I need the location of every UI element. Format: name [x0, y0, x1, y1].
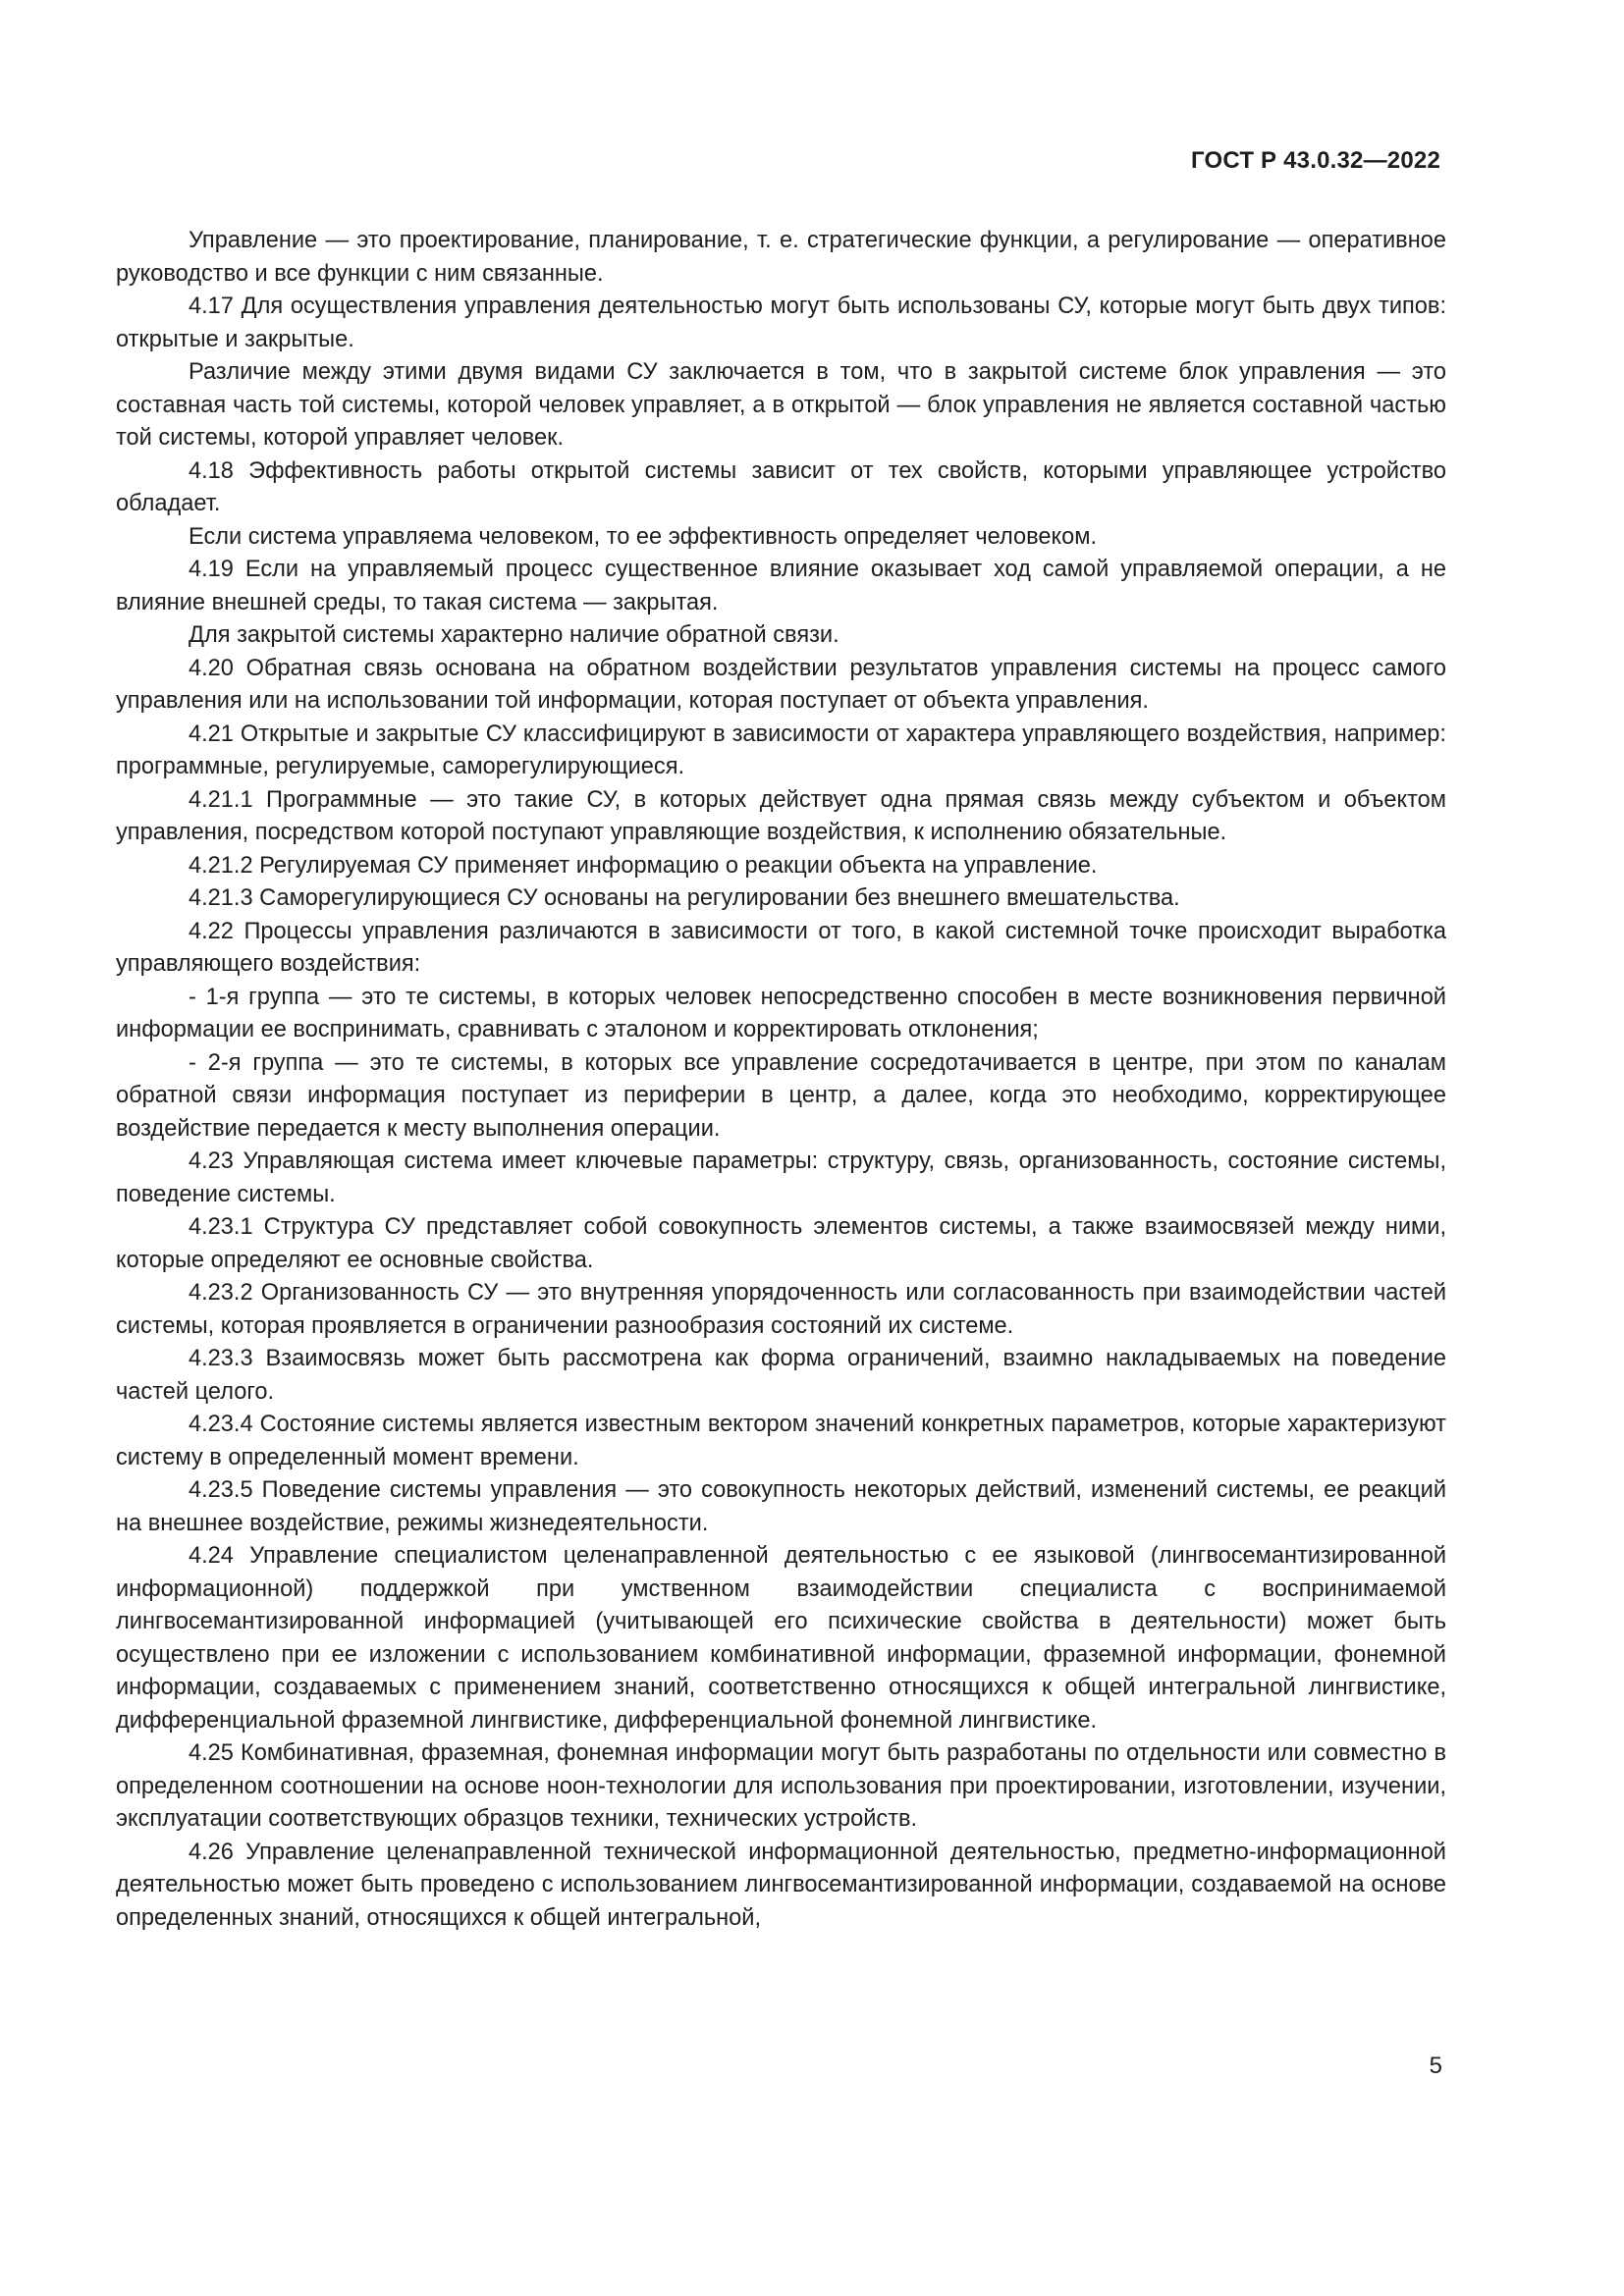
paragraph: 4.19 Если на управляемый процесс существенное влияние оказывает ход самой управляемой операции, а не влияние внешней среды, то такая система — закрытая. — [116, 557, 1446, 615]
paragraph: 4.21.1 Программные — это такие СУ, в которых действует одна прямая связь между субъектом и объектом управления, посредством которой поступают управляющие воздействия, к исполнению обязательные. — [116, 786, 1446, 845]
paragraph: 4.23.2 Организованность СУ — это внутренняя упорядоченность или согласованность при взаимодействии частей системы, которая проявляется в ограничении разнообразия состояний их системе. — [116, 1280, 1446, 1339]
paragraph: 4.23.4 Состояние системы является известным вектором значений конкретных параметров, которые характеризуют систему в определенный момент времени. — [116, 1412, 1446, 1470]
paragraph: Управление — это проектирование, планирование, т. е. стратегические функции, а регулирование — оперативное руководство и все функции с ним связанные. — [116, 228, 1446, 287]
paragraph: 4.18 Эффективность работы открытой системы зависит от тех свойств, которыми управляющее устройство обладает. — [116, 457, 1446, 516]
body-text — [116, 225, 1446, 1935]
paragraph: 4.17 Для осуществления управления деятельностью могут быть использованы СУ, которые могут быть двух типов: открытые и закрытые. — [116, 294, 1446, 352]
paragraph: 4.21.3 Саморегулирующиеся СУ основаны на регулировании без внешнего вмешательства. — [189, 885, 1180, 911]
list-item: - 1-я группа — это те системы, в которых человек непосредственно способен в месте возникновения первичной информации ее воспринимать, сравнивать с эталоном и корректировать отклонения; — [116, 984, 1446, 1042]
paragraph: 4.23 Управляющая система имеет ключевые параметры: структуру, связь, организованность, состояние системы, поведение системы. — [116, 1148, 1446, 1207]
page-number: 5 — [1429, 2053, 1442, 2079]
paragraph: 4.20 Обратная связь основана на обратном воздействии результатов управления системы на процесс самого управления или на использовании той информации, которая поступает от объекта управления. — [116, 655, 1446, 714]
paragraph: 4.26 Управление целенаправленной технической информационной деятельностью, предметно-информационной деятельностью может быть проведено с использованием лингвосемантизированной информации, создаваемой на основе определенных знаний, относящихся к общей интегральной, — [116, 1839, 1446, 1931]
paragraph: 4.22 Процессы управления различаются в зависимости от того, в какой системной точке происходит выработка управляющего воздействия: — [116, 918, 1446, 977]
paragraph: 4.25 Комбинативная, фраземная, фонемная информации могут быть разработаны по отдельности или совместно в определенном соотношении на основе ноон-технологии для использования при проектировании, изготовлении, изучении, эксплуатации соответствующих образцов техники, технических устройств. — [116, 1740, 1446, 1832]
document-header: ГОСТ Р 43.0.32—2022 — [1191, 147, 1440, 174]
paragraph: 4.21 Открытые и закрытые СУ классифицируют в зависимости от характера управляющего воздействия, например: программные, регулируемые, саморегулирующиеся. — [116, 721, 1446, 779]
list-item: - 2-я группа — это те системы, в которых все управление сосредотачивается в центре, при этом по каналам обратной связи информация поступает из периферии в центр, а далее, когда это необходимо, корректирующее воздействие передается к месту выполнения операции. — [116, 1049, 1446, 1142]
paragraph: Если система управляема человеком, то ее эффективность определяет человеком. — [189, 523, 1098, 550]
paragraph: 4.21.2 Регулируемая СУ применяет информацию о реакции объекта на управление. — [189, 852, 1098, 879]
paragraph: 4.23.1 Структура СУ представляет собой совокупность элементов системы, а также взаимосвязей между ними, которые определяют ее основные свойства. — [116, 1214, 1446, 1273]
paragraph: Для закрытой системы характерно наличие обратной связи. — [189, 622, 839, 648]
paragraph: 4.23.5 Поведение системы управления — это совокупность некоторых действий, изменений системы, ее реакций на внешнее воздействие, режимы жизнедеятельности. — [116, 1477, 1446, 1536]
paragraph: 4.23.3 Взаимосвязь может быть рассмотрена как форма ограничений, взаимно накладываемых на поведение частей целого. — [116, 1346, 1446, 1405]
paragraph: 4.24 Управление специалистом целенаправленной деятельностью с ее языковой (лингвосемантизированной информационной) поддержкой при умственном взаимодействии специалиста с воспринимаемой лингвосемантизированной информацией (учитывающей его психические свойства в деятельности) может быть осуществлено при ее изложении с использованием комбинативной информации, фраземной информации, фонемной информации, создаваемых с применением знаний, соответственно относящихся к общей интегральной лингвистике, дифференциальной фраземной лингвистике, дифференциальной фонемной лингвистике. — [116, 1543, 1446, 1734]
paragraph: Различие между этими двумя видами СУ заключается в том, что в закрытой системе блок управления — это составная часть той системы, которой человек управляет, а в открытой — блок управления не является составной частью той системы, которой управляет человек. — [116, 359, 1446, 451]
